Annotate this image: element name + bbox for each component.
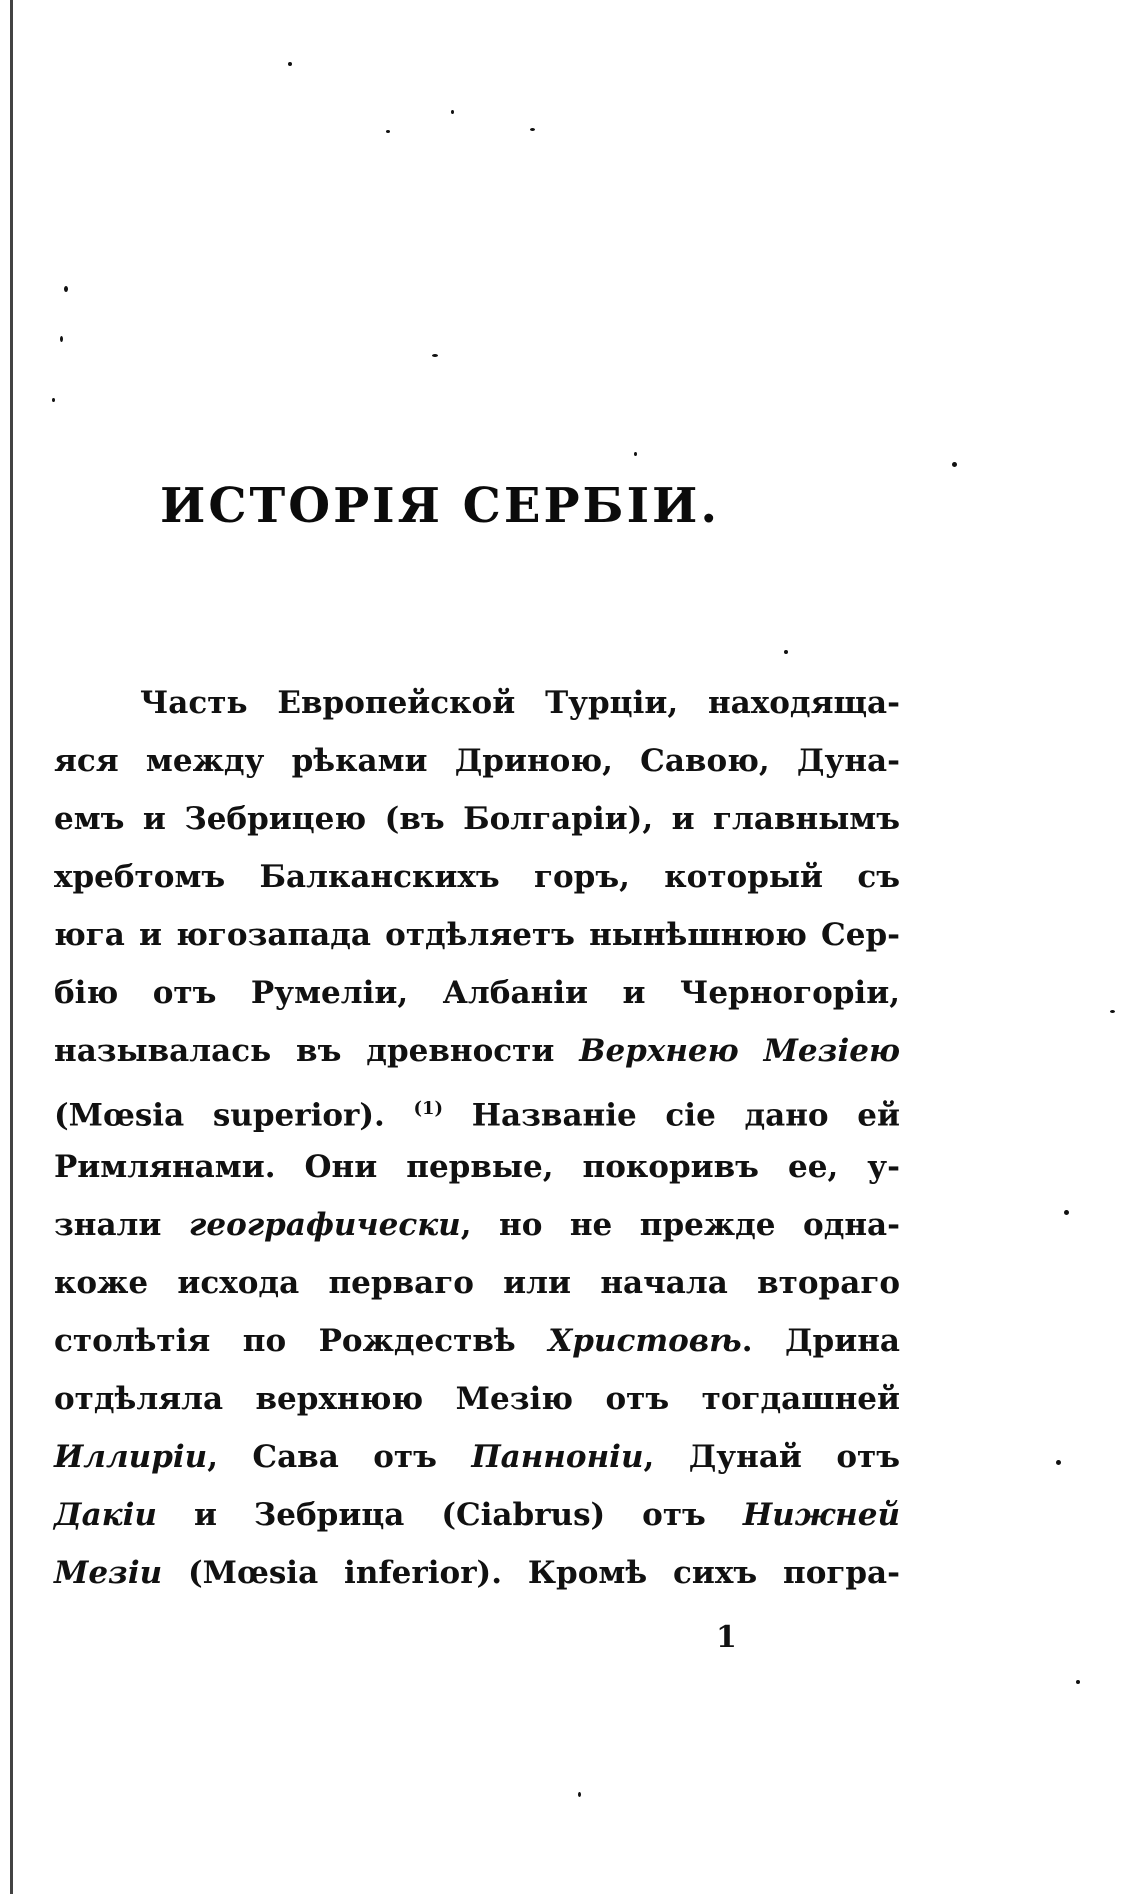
text-line (54, 974, 900, 1012)
italic-text: Иллиріи (54, 1439, 208, 1475)
dust-speck (530, 128, 535, 131)
text-segment: емъ и Зебрицею (въ Болгаріи), и главнымъ (54, 801, 900, 837)
footnote-marker: (1) (413, 1098, 444, 1119)
text-segment: бію отъ Румеліи, Албаніи и Черногоріи, (54, 975, 900, 1011)
text-line (54, 1322, 900, 1360)
text-line (54, 800, 900, 838)
dust-speck (634, 452, 637, 456)
text-segment: юга и югозапада отдѣляетъ нынѣшнюю Сер- (54, 917, 900, 953)
dust-speck (451, 110, 454, 114)
italic-text: Нижней (742, 1497, 900, 1533)
text-segment: знали (54, 1207, 189, 1243)
page-number: 1 (716, 1620, 737, 1655)
text-segment: Названіе сіе дано ей (443, 1097, 901, 1134)
page-title: ИСТОРІЯ СЕРБІИ. (160, 478, 721, 534)
text-segment: (Mœsia inferior). Кромѣ сихъ погра- (162, 1555, 900, 1591)
text-line (140, 684, 900, 722)
italic-text: Христовѣ (548, 1323, 742, 1359)
text-segment: называлась въ древности (54, 1033, 580, 1069)
text-line (54, 916, 900, 954)
text-line (54, 1496, 900, 1534)
italic-text: Мезіи (54, 1555, 163, 1591)
text-line (54, 1206, 900, 1244)
dust-speck (52, 398, 55, 402)
text-segment: коже исхода перваго или начала втораго (54, 1265, 900, 1301)
text-line (54, 858, 900, 896)
dust-speck (64, 286, 68, 292)
dust-speck (1110, 1010, 1115, 1013)
text-line (54, 1090, 900, 1134)
dust-speck (386, 130, 390, 133)
text-segment: Часть Европейской Турціи, находяща- (140, 685, 900, 721)
text-segment: отдѣляла верхнюю Мезію отъ тогдашней (54, 1381, 900, 1417)
dust-speck (60, 336, 63, 342)
dust-speck (1064, 1210, 1069, 1215)
text-segment: . Дрина (741, 1323, 900, 1359)
text-line (54, 1148, 900, 1186)
dust-speck (432, 354, 438, 357)
text-segment: (Mœsia superior). (54, 1097, 414, 1134)
text-segment: , но не прежде одна- (460, 1207, 901, 1243)
text-segment: столѣтія по Рождествѣ (54, 1323, 549, 1359)
page-edge-line (10, 0, 13, 1894)
text-segment: , Дунай отъ (643, 1439, 900, 1475)
text-line (54, 742, 900, 780)
dust-speck (1056, 1460, 1061, 1465)
text-line (54, 1380, 900, 1418)
text-line (54, 1554, 900, 1592)
text-segment: , Сава отъ (207, 1439, 472, 1475)
dust-speck (578, 1792, 581, 1797)
dust-speck (784, 650, 788, 654)
italic-text: Дакіи (54, 1497, 157, 1533)
dust-speck (288, 62, 292, 66)
text-segment: яся между рѣками Дриною, Савою, Дуна- (54, 743, 900, 779)
text-line (54, 1438, 900, 1476)
italic-text: Панноніи (471, 1439, 644, 1475)
text-segment: Римлянами. Они первые, покоривъ ее, у- (54, 1149, 900, 1185)
italic-text: Верхнею Мезіею (579, 1033, 900, 1069)
text-line (54, 1264, 900, 1302)
dust-speck (952, 462, 957, 467)
text-segment: и Зебрица (Ciabrus) отъ (156, 1497, 743, 1533)
italic-text: географически (188, 1207, 461, 1243)
text-line (54, 1032, 900, 1070)
dust-speck (1076, 1680, 1080, 1684)
text-segment: хребтомъ Балканскихъ горъ, который съ (54, 859, 900, 895)
